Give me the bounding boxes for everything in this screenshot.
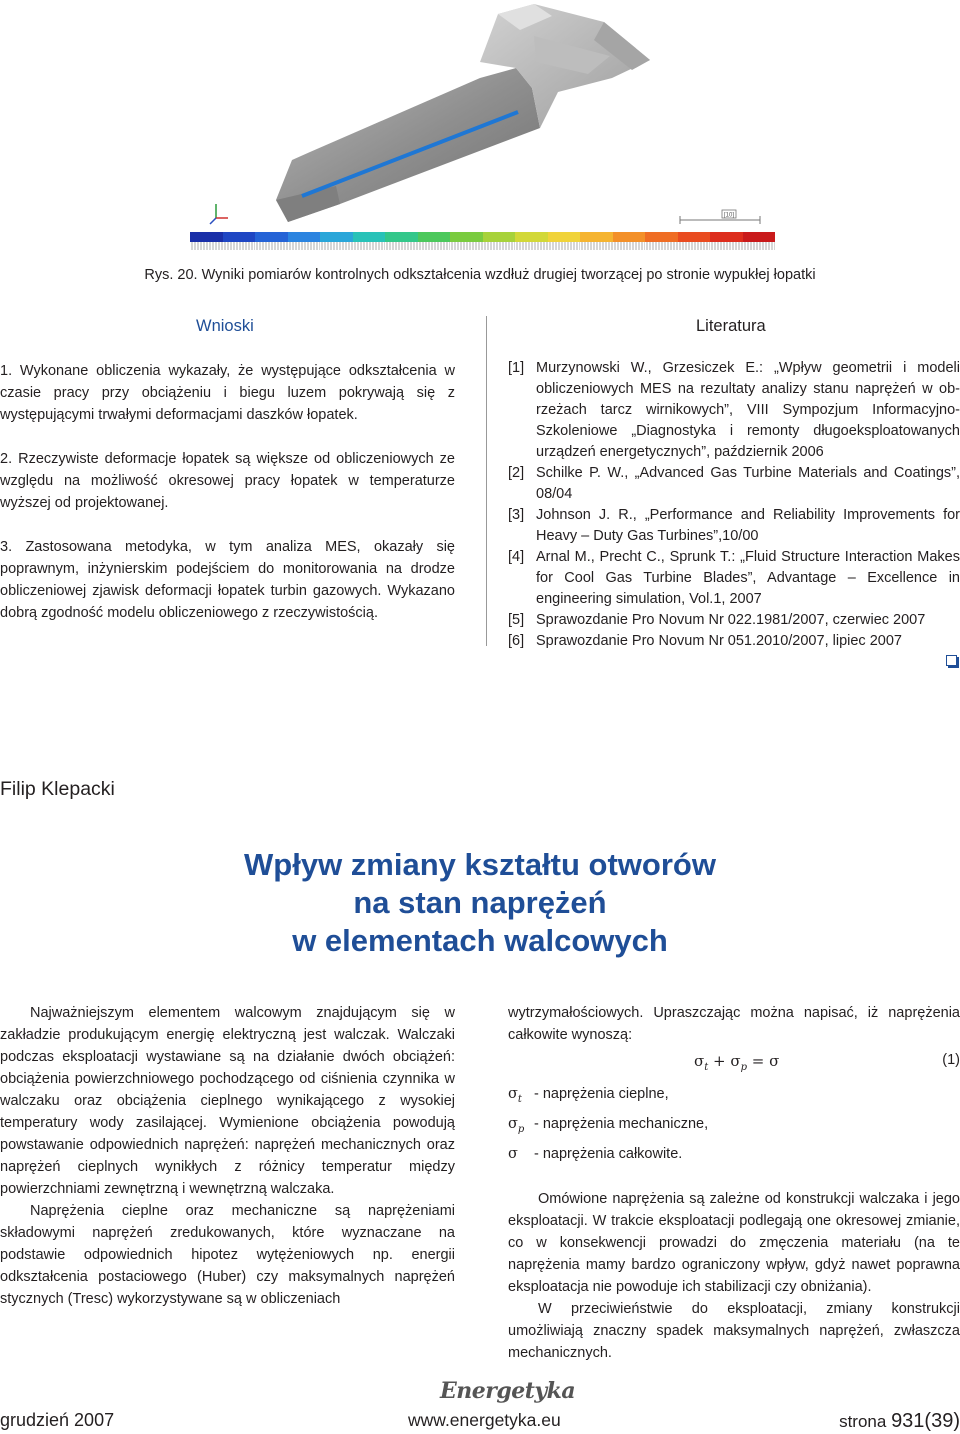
turbine-blade-image [180,0,780,258]
footer-page [839,1410,960,1433]
reference-item [508,547,960,610]
reference-text: Sprawozdanie Pro Novum Nr 022.1981/2007, czerwiec 2007 [536,612,926,628]
reference-item [508,505,960,547]
reference-number: [4] [508,549,525,565]
conclusion-text-3: 3. Zastosowana metodyka, w tym analiza MES, okazały się poprawnym, inżynierskim podejściem do monitorowania na drodze obliczeniowej zjawisk deformacji łopatek turbin gazowych. Wykazano dobrą zgodność modelu obliczeniowego z rzeczywistością. [0,539,455,621]
equation-number: (1) [942,1052,960,1068]
reference-text: Sprawozdanie Pro Novum Nr 051.2010/2007, lipiec 2007 [536,633,902,649]
reference-number: [3] [508,507,525,523]
legend-color-swatch [645,232,678,242]
conclusion-text-1: 1. Wykonane obliczenia wykazały, że występujące odkształcenia w czasie pracy przy obciążeniu i biegu luzem pokrywają się z występującymi trwałymi deformacjami daszków łopatek. [0,363,455,423]
reference-number: [6] [508,633,525,649]
conclusion-item-1 [0,360,455,426]
article-paragraph: Omówione naprężenia są zależne od konstrukcji walczaka i jego eksploatacji. W trakcie eksploatacji podlegają one okresowej zmianie, co w konsekwencji prowadzi do zmęczenia materiału (na te naprężenia mamy bardzo ograniczony wpływ, gdyż nawet poprawna eksploatacja nie powoduje ich stabilizacji czy obniżania). [508,1190,960,1295]
reference-text: Johnson J. R., „Performance and Reliability Improvements for Heavy – Duty Gas Turbines”,10/00 [536,507,960,544]
reference-text: Schilke P. W., „Advanced Gas Turbine Materials and Coatings”, 08/04 [536,465,960,502]
symbol-description: - naprężenia całkowite. [534,1145,683,1162]
symbol-description: - naprężenia cieplne, [534,1086,669,1102]
legend-color-swatch [190,232,223,242]
color-legend-strip [190,232,775,242]
legend-color-swatch [483,232,516,242]
blade-deformation-figure [180,0,780,258]
literature-heading: Literatura [696,317,766,335]
legend-color-swatch [743,232,776,242]
reference-item [508,358,960,463]
conclusion-item-2 [0,448,455,514]
equation: $\sigma_t + \sigma_p = \sigma$ [694,1052,780,1073]
figure-caption: Rys. 20. Wyniki pomiarów kontrolnych odkształcenia wzdłuż drugiej tworzącej po stronie wypukłej łopatki [144,267,816,283]
legend-value-label [743,242,776,250]
conclusions-heading: Wnioski [196,317,254,335]
article-left-column [0,1002,455,1310]
reference-number: [2] [508,465,525,481]
legend-value-label [353,242,386,250]
reference-text: Murzynowski W., Grzesiczek E.: „Wpływ geometrii i modeli obliczeniowych MES na rezultaty analizy stanu naprężeń w ob-rzeżach tarcz wirnikowych”, VIII Sympozjum Informacyjno-Szkoleniowe „Diagnostyka i remonty długoeksploatowanych urządzeń energetycznych”, październik 2006 [536,360,960,460]
legend-value-label [515,242,548,250]
legend-color-swatch [418,232,451,242]
legend-color-swatch [223,232,256,242]
legend-value-label [678,242,711,250]
conclusions-section [0,317,455,646]
article-title-line: na stan naprężeń [353,885,607,920]
legend-color-swatch [450,232,483,242]
legend-color-swatch [353,232,386,242]
scale-bar-label: [10] [723,212,735,219]
article-title-line: Wpływ zmiany kształtu otworów [244,847,716,882]
legend-color-swatch [255,232,288,242]
conclusion-item-3 [0,536,455,624]
legend-value-label [645,242,678,250]
symbol-definition [508,1112,960,1142]
column-separator [486,316,487,646]
reference-number: [1] [508,360,525,376]
legend-color-swatch [580,232,613,242]
article-paragraph: Najważniejszym elementem walcowym znajdującym się w zakładzie produkującym energię elektryczną jest walczak. Walczaki podczas eksploatacji wystawiane są na działanie dwóch obciążeń: obciążenia powierzchniowego pochodzącego od ciśnienia czynnika w walczaku oraz obciążenia cieplnego wynikającego z wysokiej temperatury wody zasilającej. Wymienione obciążenia powodują powstawanie odpowiednich naprężeń: naprężeń mechanicznych oraz naprężeń cieplnych wynikłych z różnicy temperatur między powierzchniami zewnętrzną i wewnętrzną walczaka. [0,1005,455,1197]
article-paragraph: W przeciwieństwie do eksploatacji, zmiany konstrukcji umożliwiają znaczny spadek maksymalnych naprężeń, zwłaszcza mechanicznych. [508,1300,960,1361]
legend-color-swatch [385,232,418,242]
article-author: Filip Klepacki [0,778,115,800]
legend-value-label [223,242,256,250]
equation-row [508,1052,960,1082]
symbol: σ [508,1145,518,1162]
article-title-line: w elementach walcowych [292,923,668,958]
literature-section [508,317,960,652]
legend-value-label [320,242,353,250]
legend-color-swatch [678,232,711,242]
article-paragraph: wytrzymałościowych. Upraszczając można napisać, iż naprężenia całkowite wynoszą: [508,1005,960,1043]
symbol-description: - naprężenia mechaniczne, [534,1115,709,1132]
axis-triad-icon [210,204,228,224]
article-title [0,846,960,960]
symbol-definition [508,1142,960,1166]
symbol: $\sigma_p$ [508,1115,525,1135]
legend-color-swatch [613,232,646,242]
legend-color-swatch [288,232,321,242]
magazine-logo: Energetyka [440,1378,576,1404]
legend-value-label [710,242,743,250]
article-right-column [508,1002,960,1364]
footer-date: grudzień 2007 [0,1410,115,1430]
legend-value-label [288,242,321,250]
footer-page-number: 931(39) [891,1410,960,1432]
legend-value-label [190,242,223,250]
conclusion-text-2: 2. Rzeczywiste deformacje łopatek są większe od obliczeniowych ze względu na możliwość okresowej pracy łopatek w temperaturze wyższej od projektowanej. [0,451,455,511]
legend-value-label [418,242,451,250]
article-paragraph: Naprężenia cieplne oraz mechaniczne są naprężeniami składowymi naprężeń zredukowanych, które wyznaczane na podstawie odpowiednich hipotez wytężeniowych np. energii odkształcenia postaciowego (Huber) czy maksymalnych naprężeń stycznych (Tresc) wykorzystywane są w obliczeniach [0,1203,455,1307]
legend-value-label [613,242,646,250]
legend-color-swatch [548,232,581,242]
footer-url[interactable]: www.energetyka.eu [408,1410,561,1430]
symbol-definition [508,1082,960,1112]
legend-value-label [580,242,613,250]
legend-value-label [483,242,516,250]
footer-page-prefix: strona [839,1412,892,1431]
reference-number: [5] [508,612,525,628]
reference-item [508,463,960,505]
article-end-mark-icon [946,655,957,666]
legend-value-label [385,242,418,250]
reference-text: Arnal M., Precht C., Sprunk T.: „Fluid Structure Interaction Makes for Cool Gas Turbine Blades”, Advantage – Excellence in engineering simulation, Vol.1, 2007 [536,549,960,607]
color-legend-labels [190,242,775,250]
legend-value-label [450,242,483,250]
symbol: $\sigma_t$ [508,1086,522,1105]
legend-color-swatch [710,232,743,242]
reference-item [508,631,960,652]
legend-color-swatch [515,232,548,242]
legend-color-swatch [320,232,353,242]
reference-item [508,610,960,631]
scale-bar [680,210,760,224]
legend-value-label [255,242,288,250]
legend-value-label [548,242,581,250]
